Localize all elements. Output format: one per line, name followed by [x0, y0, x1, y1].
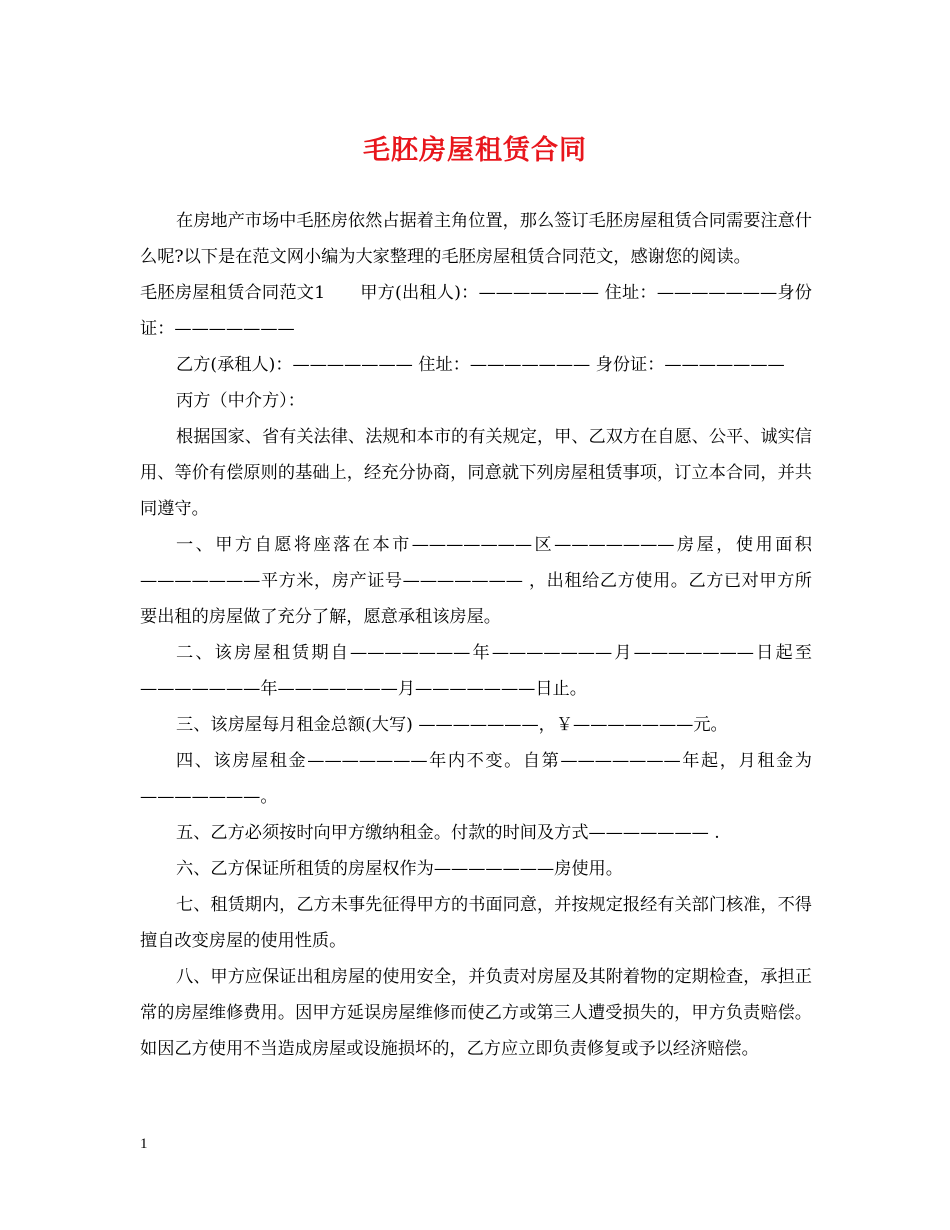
clause-1: 一、甲方自愿将座落在本市———————区———————房屋，使用面积 ———————平方米，房产证号——————— ，出租给乙方使用。乙方已对甲方所要出租的房屋做了充分了解，愿意承租该房屋。: [140, 535, 812, 627]
party-c-line: 丙方（中介方）：: [176, 391, 305, 411]
intro-paragraph: 在房地产市场中毛胚房依然占据着主角位置，那么签订毛胚房屋租赁合同需要注意什么呢?以下是在范文网小编为大家整理的毛胚房屋租赁合同范文，感谢您的阅读。: [140, 211, 812, 267]
clause-2: 二、该房屋租赁期自———————年———————月———————日起至———————年———————月———————日止。: [140, 643, 812, 699]
clause-3: 三、该房屋每月租金总额(大写) ———————，￥———————元。: [176, 715, 728, 735]
document-title: 毛胚房屋租赁合同: [363, 135, 587, 166]
clause-8: 八、甲方应保证出租房屋的使用安全，并负责对房屋及其附着物的定期检查，承担正常的房屋维修费用。因甲方延误房屋维修而使乙方或第三人遭受损失的，甲方负责赔偿。如因乙方使用不当造成房屋或设施损坏的，乙方应立即负责修复或予以经济赔偿。: [140, 967, 812, 1059]
clause-7: 七、租赁期内，乙方未事先征得甲方的书面同意，并按规定报经有关部门核准，不得擅自改变房屋的使用性质。: [140, 895, 812, 951]
basis-paragraph: 根据国家、省有关法律、法规和本市的有关规定，甲、乙双方在自愿、公平、诚实信用、等价有偿原则的基础上，经充分协商，同意就下列房屋租赁事项，订立本合同，并共同遵守。: [140, 427, 812, 519]
clause-5: 五、乙方必须按时向甲方缴纳租金。付款的时间及方式——————— .: [176, 823, 720, 843]
clause-4: 四、该房屋租金———————年内不变。自第———————年起，月租金为———————。: [140, 751, 812, 807]
party-a-line: 毛胚房屋租赁合同范文1 甲方(出租人)：——————— 住址：———————身份证：———————: [140, 283, 812, 339]
document-body: [140, 203, 812, 1067]
party-b-line: 乙方(承租人)：——————— 住址：——————— 身份证：———————: [176, 355, 785, 375]
clause-6: 六、乙方保证所租赁的房屋权作为———————房使用。: [176, 859, 623, 879]
page-number: 1: [140, 1136, 148, 1152]
